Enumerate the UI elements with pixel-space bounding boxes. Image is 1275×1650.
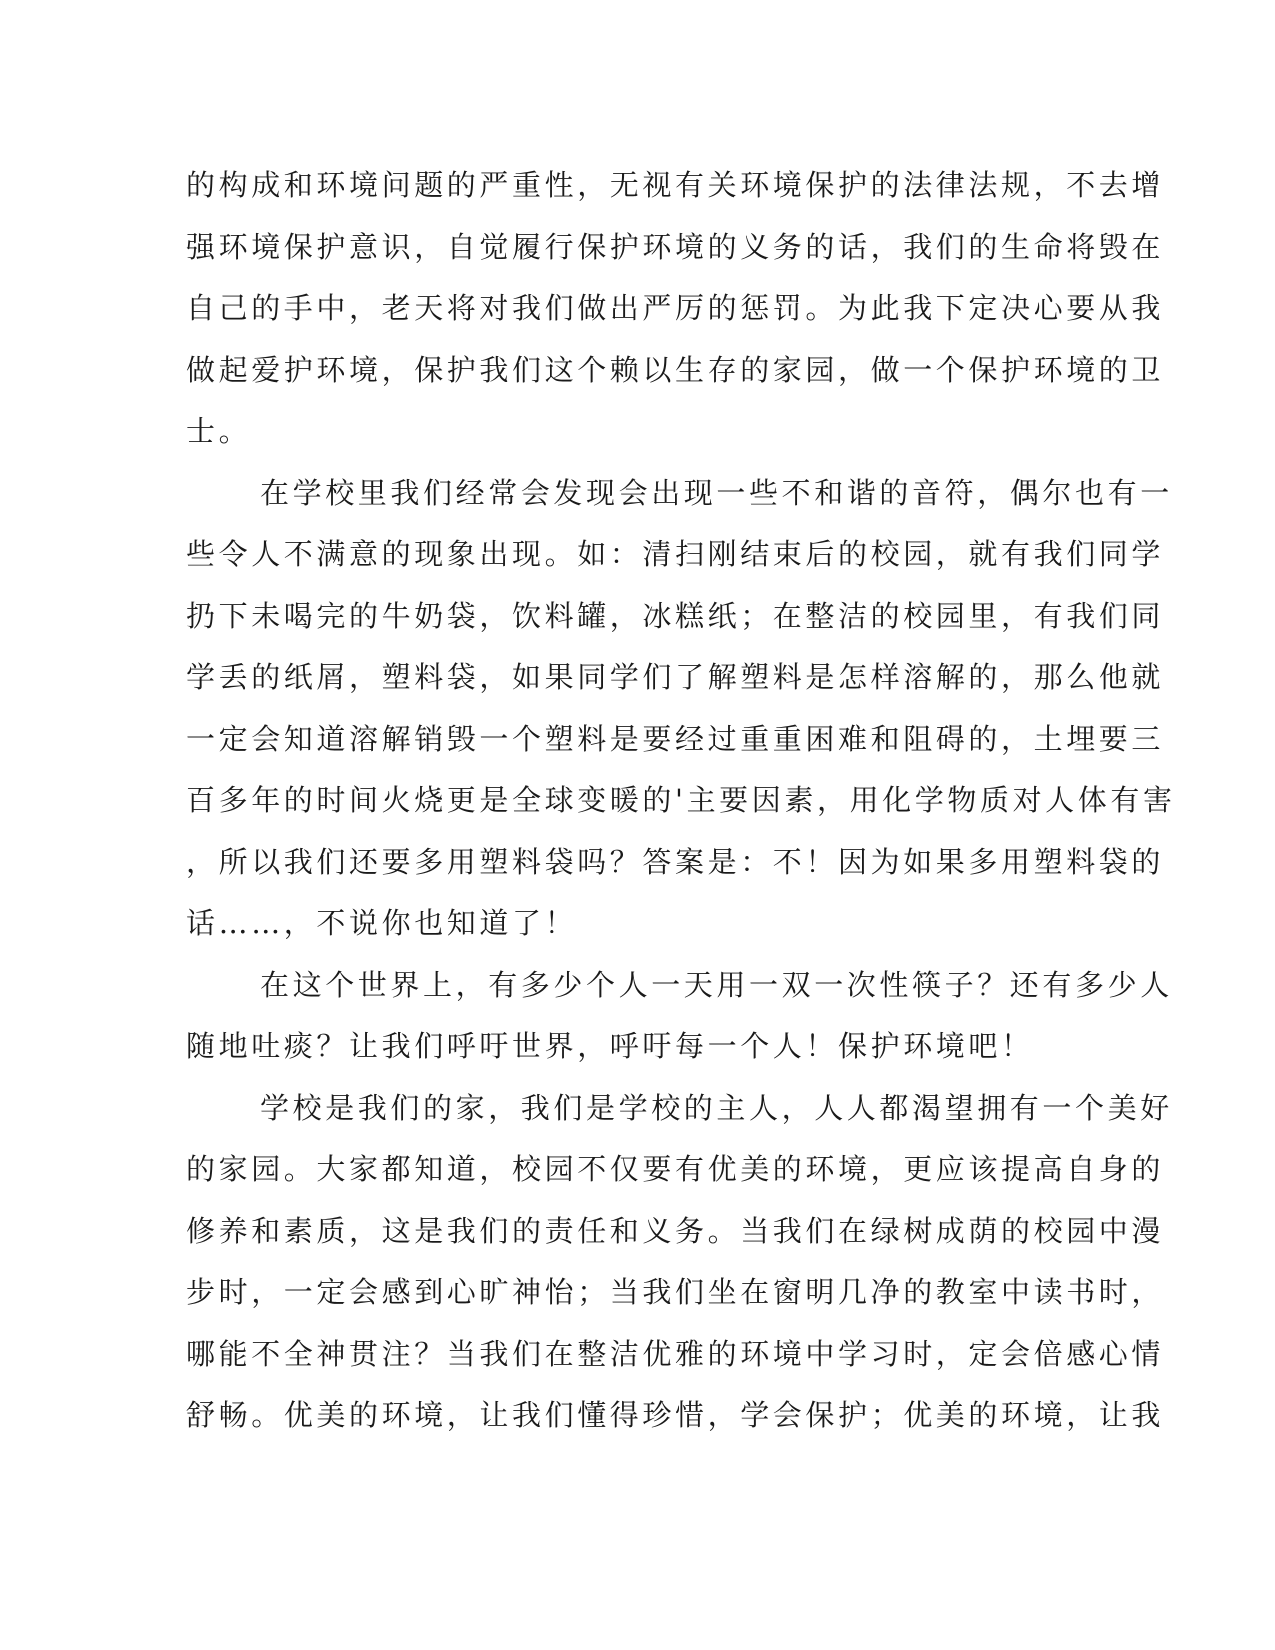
text-line: 做起爱护环境，保护我们这个赖以生存的家园，做一个保护环境的卫 (186, 352, 1165, 387)
text-line: 自己的手中，老天将对我们做出严厉的惩罚。为此我下定决心要从我 (186, 291, 1165, 325)
text-line: 士。 (186, 414, 252, 448)
text-line: 哪能不全神贯注？当我们在整洁优雅的环境中学习时，定会倍感心情 (186, 1336, 1165, 1371)
text-line: 话……，不说你也知道了！ (186, 906, 578, 940)
text-line: 一定会知道溶解销毁一个塑料是要经过重重困难和阻碍的，土埋要三 (186, 721, 1165, 756)
paragraph-first-line: 学校是我们的家，我们是学校的主人，人人都渴望拥有一个美好 (260, 1090, 1173, 1125)
text-line: 随地吐痰？让我们呼吁世界，呼吁每一个人！保护环境吧！ (186, 1029, 1034, 1063)
body-text (186, 155, 1176, 1447)
text-line: 舒畅。优美的环境，让我们懂得珍惜，学会保护；优美的环境，让我 (186, 1398, 1165, 1432)
text-line: 些令人不满意的现象出现。如：清扫刚结束后的校园，就有我们同学 (186, 537, 1165, 571)
text-line: 修养和素质，这是我们的责任和义务。当我们在绿树成荫的校园中漫 (186, 1213, 1165, 1248)
text-line: 扔下未喝完的牛奶袋，饮料罐，冰糕纸；在整洁的校园里，有我们同 (186, 598, 1165, 633)
paragraph-first-line: 在这个世界上，有多少个人一天用一双一次性筷子？还有多少人 (260, 967, 1173, 1002)
text-line: 的家园。大家都知道，校园不仅要有优美的环境，更应该提高自身的 (186, 1152, 1165, 1186)
text-line: 学丢的纸屑，塑料袋，如果同学们了解塑料是怎样溶解的，那么他就 (186, 660, 1165, 694)
text-line: 强环境保护意识，自觉履行保护环境的义务的话，我们的生命将毁在 (186, 229, 1165, 264)
text-line: 步时，一定会感到心旷神怡；当我们坐在窗明几净的教室中读书时， (186, 1275, 1165, 1309)
text-line: ，所以我们还要多用塑料袋吗？答案是：不！因为如果多用塑料袋的 (186, 844, 1165, 879)
paragraph-first-line: 在学校里我们经常会发现会出现一些不和谐的音符，偶尔也有一 (260, 475, 1173, 510)
text-line: 的构成和环境问题的严重性，无视有关环境保护的法律法规，不去增 (186, 168, 1165, 202)
text-line: 百多年的时间火烧更是全球变暖的'主要因素，用化学物质对人体有害 (186, 783, 1176, 817)
